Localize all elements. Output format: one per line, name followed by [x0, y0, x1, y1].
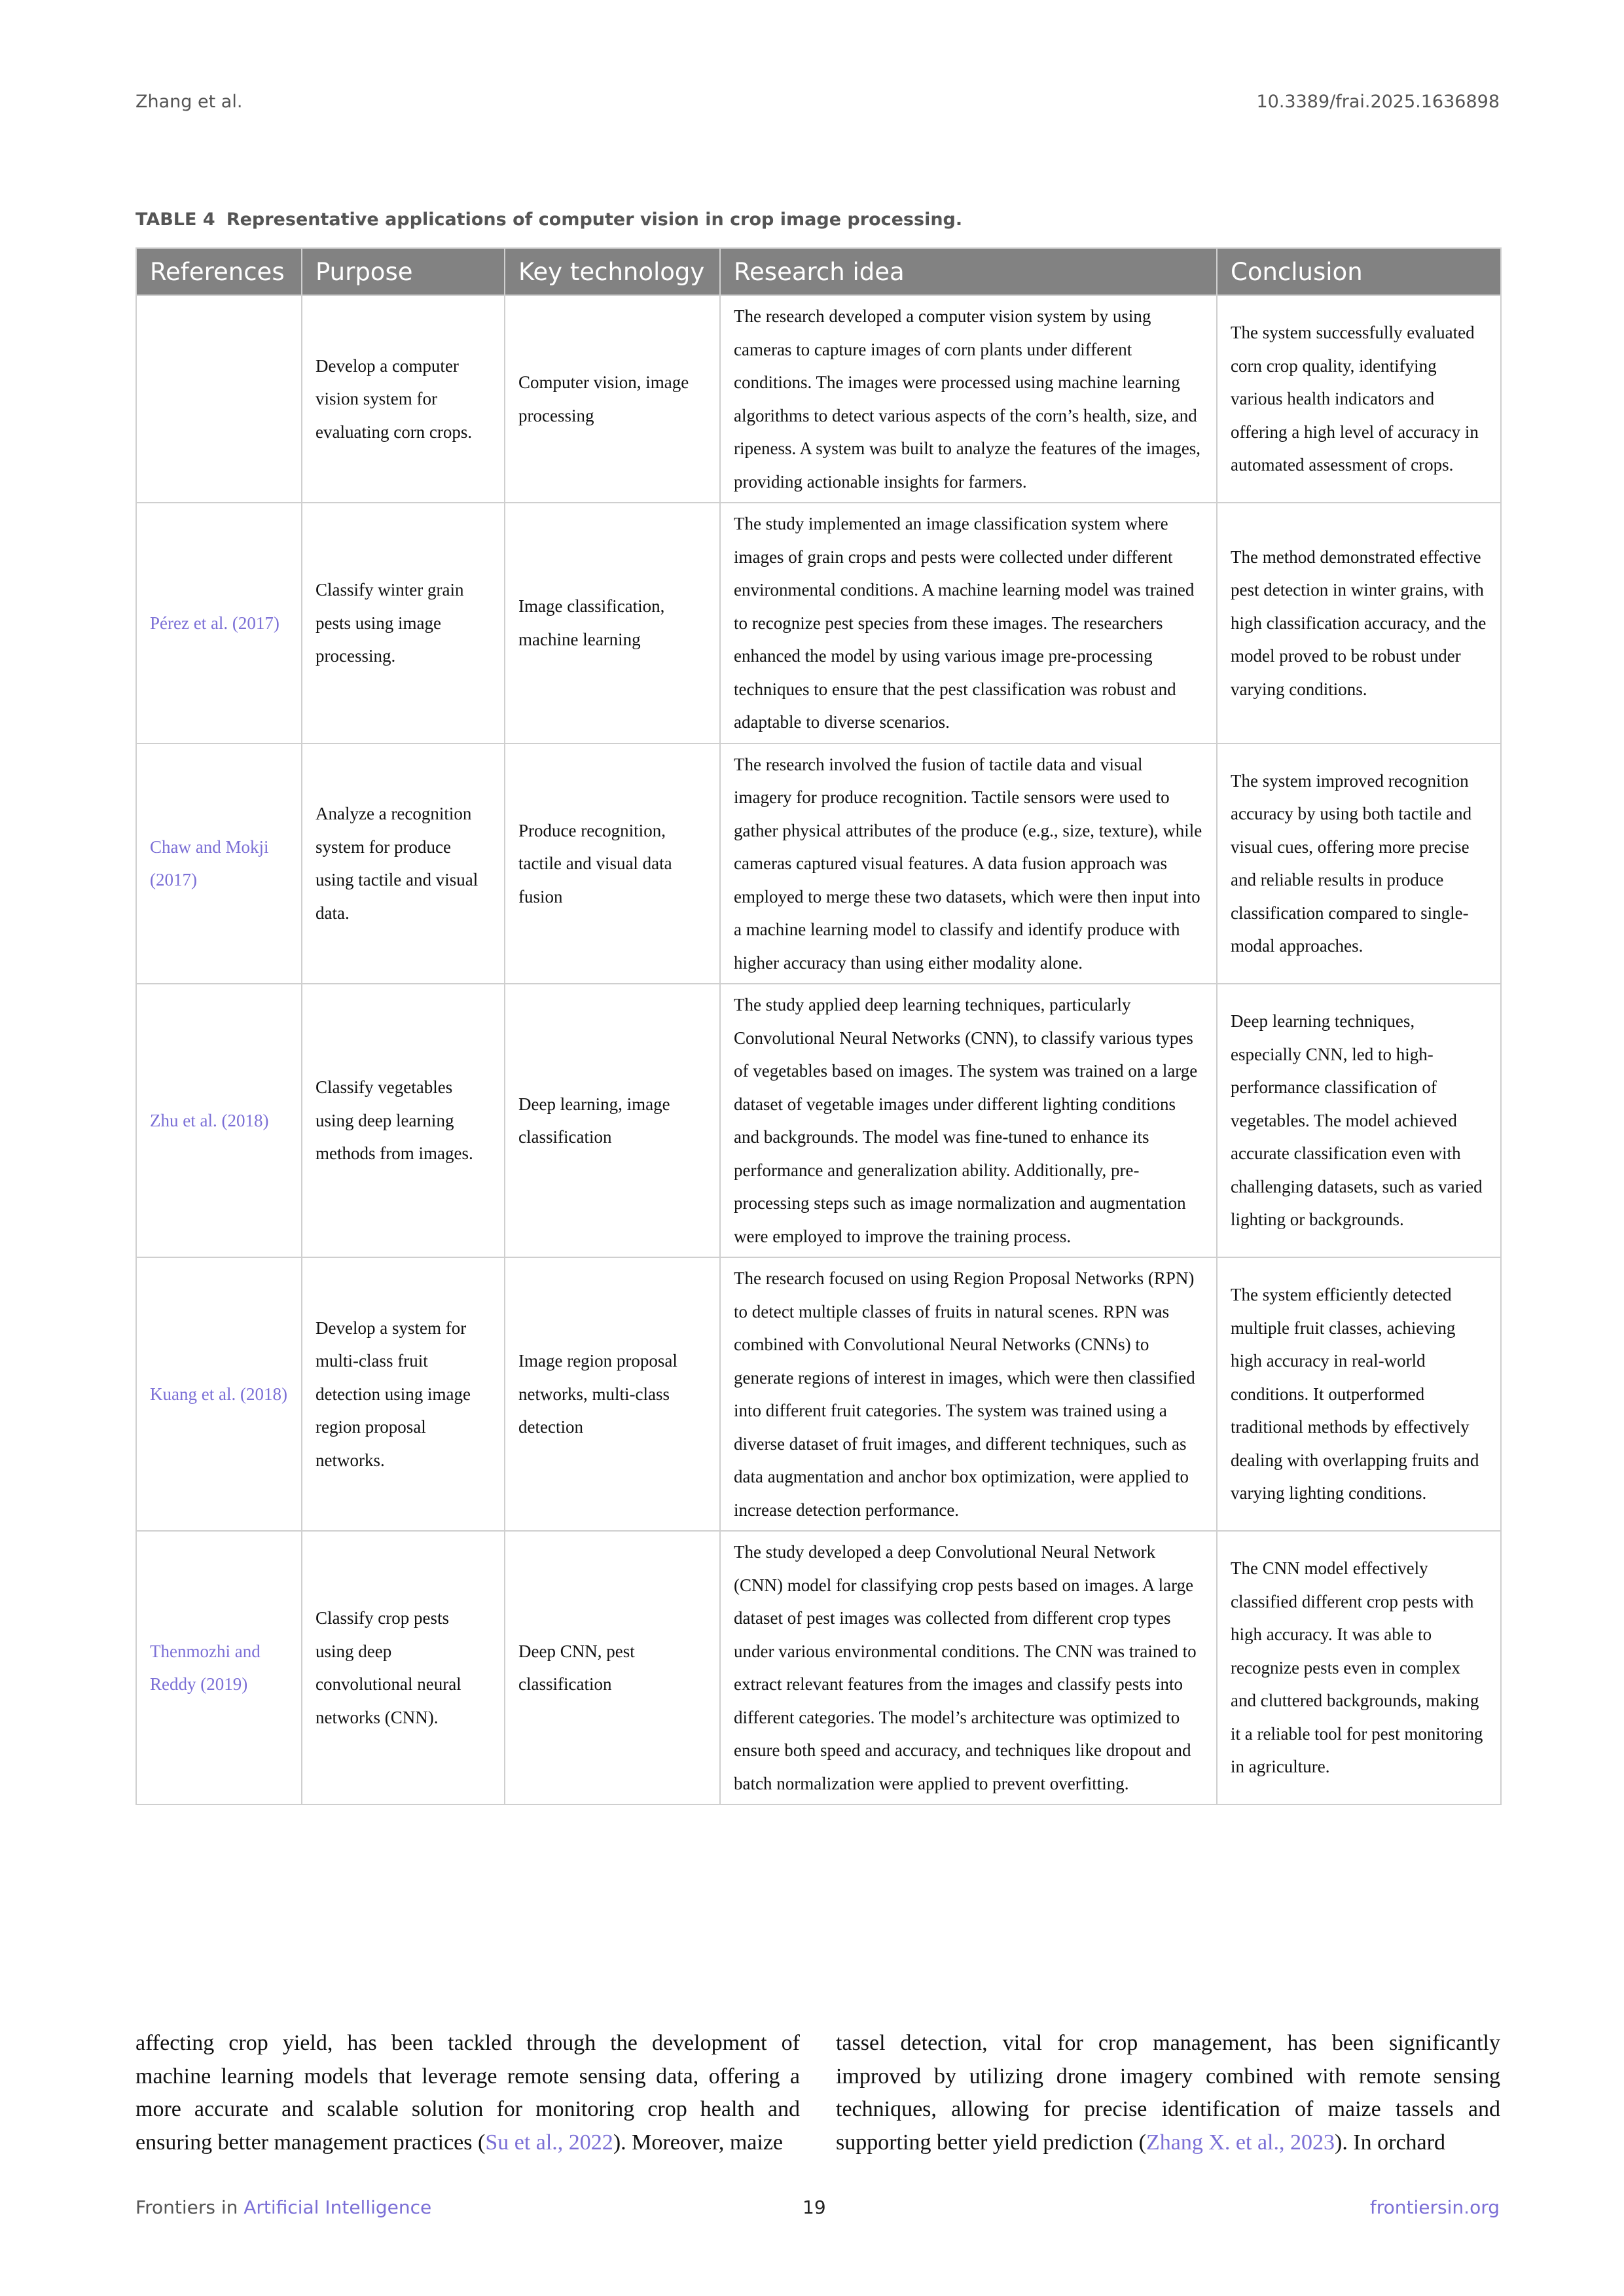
- cell-idea: The study developed a deep Convolutional Neural Network (CNN) model for classifying crop pests based on images. A large dataset of pest images was collected from different crop types under various environmental conditions. The CNN was trained to extract relevant features from the images and classify pests into different categories. The model’s architecture was optimized to ensure both speed and accuracy, and techniques like dropout and batch normalization were applied to prevent overfitting.: [720, 1531, 1217, 1804]
- column-header-conclusion: Conclusion: [1217, 248, 1501, 295]
- data-table: [135, 247, 1502, 1805]
- cell-conclusion: The system improved recognition accuracy by using both tactile and visual cues, offering more precise and reliable results in produce classification compared to single-modal approaches.: [1217, 744, 1501, 984]
- table-row: [136, 1531, 1501, 1804]
- cell-conclusion: Deep learning techniques, especially CNN, led to high-performance classification of vegetables. The model achieved accurate classification even with challenging datasets, such as varied lighting or backgrounds.: [1217, 984, 1501, 1257]
- cell-technology: Image classification, machine learning: [505, 503, 720, 744]
- cell-technology: Produce recognition, tactile and visual data fusion: [505, 744, 720, 984]
- footer-journal-prefix: Frontiers in: [135, 2197, 244, 2218]
- running-author: Zhang et al.: [135, 92, 243, 112]
- cell-conclusion: The system efficiently detected multiple fruit classes, achieving high accuracy in real-world conditions. It outperformed traditional methods by effectively dealing with overlapping fruits and varying lighting conditions.: [1217, 1257, 1501, 1531]
- body-column-right: [836, 2027, 1500, 2159]
- citation-link[interactable]: Su et al., 2022: [485, 2130, 613, 2155]
- cell-idea: The study implemented an image classification system where images of grain crops and pests were collected under different environmental conditions. A machine learning model was trained to recognize pest species from these images. The researchers enhanced the model by using various image pre-processing techniques to ensure that the pest classification was robust and adaptable to diverse scenarios.: [720, 503, 1217, 744]
- cell-reference[interactable]: Chaw and Mokji (2017): [136, 744, 302, 984]
- table-caption-text: Representative applications of computer vision in crop image processing.: [226, 209, 963, 230]
- cell-technology: Image region proposal networks, multi-class detection: [505, 1257, 720, 1531]
- column-header-technology: Key technology: [505, 248, 720, 295]
- cell-purpose: Classify crop pests using deep convolutional neural networks (CNN).: [302, 1531, 505, 1804]
- cell-purpose: Classify winter grain pests using image processing.: [302, 503, 505, 744]
- cell-purpose: Develop a system for multi-class fruit detection using image region proposal networks.: [302, 1257, 505, 1531]
- body-text: ). In orchard: [1335, 2130, 1445, 2155]
- cell-reference[interactable]: [136, 295, 302, 503]
- cell-reference[interactable]: Zhu et al. (2018): [136, 984, 302, 1257]
- table-row: [136, 1257, 1501, 1531]
- site-link[interactable]: frontiersin.org: [1369, 2197, 1500, 2218]
- table-row: [136, 503, 1501, 744]
- cell-technology: Computer vision, image processing: [505, 295, 720, 503]
- body-text: tassel detection, vital for crop management, has been significantly improved by utilizing drone imagery combined with remote sensing techniques, allowing for precise identification of maize tassels and supporting better yield prediction (: [836, 2031, 1500, 2155]
- cell-reference[interactable]: Pérez et al. (2017): [136, 503, 302, 744]
- table-header-row: [136, 248, 1501, 295]
- cell-conclusion: The method demonstrated effective pest detection in winter grains, with high classification accuracy, and the model proved to be robust under varying conditions.: [1217, 503, 1501, 744]
- journal-name-link[interactable]: Artificial Intelligence: [244, 2197, 432, 2218]
- table-row: [136, 984, 1501, 1257]
- cell-idea: The research focused on using Region Proposal Networks (RPN) to detect multiple classes of fruits in natural scenes. RPN was combined with Convolutional Neural Networks (CNNs) to generate regions of interest in images, which were then classified into different fruit categories. The system was trained using a diverse dataset of fruit images, and different techniques, such as data augmentation and anchor box optimization, were applied to increase detection performance.: [720, 1257, 1217, 1531]
- cell-purpose: Classify vegetables using deep learning methods from images.: [302, 984, 505, 1257]
- cell-reference[interactable]: Kuang et al. (2018): [136, 1257, 302, 1531]
- table-row: [136, 295, 1501, 503]
- table-caption: [135, 209, 962, 230]
- column-header-purpose: Purpose: [302, 248, 505, 295]
- table-row: [136, 744, 1501, 984]
- footer-journal: [135, 2197, 431, 2218]
- cell-conclusion: The system successfully evaluated corn crop quality, identifying various health indicators and offering a high level of accuracy in automated assessment of crops.: [1217, 295, 1501, 503]
- column-header-references: References: [136, 248, 302, 295]
- body-text: ). Moreover, maize: [613, 2130, 783, 2155]
- cell-idea: The research developed a computer vision system by using cameras to capture images of corn plants under different conditions. The images were processed using machine learning algorithms to detect various aspects of the corn’s health, size, and ripeness. A system was built to analyze the features of the images, providing actionable insights for farmers.: [720, 295, 1217, 503]
- body-text: affecting crop yield, has been tackled through the development of machine learning models that leverage remote sensing data, offering a more accurate and scalable solution for monitoring crop health and ensuring better management practices (: [135, 2031, 800, 2155]
- page-number: 19: [803, 2197, 826, 2218]
- body-column-left: [135, 2027, 800, 2159]
- cell-idea: The study applied deep learning techniques, particularly Convolutional Neural Networks (CNN), to classify various types of vegetables based on images. The system was trained on a large dataset of vegetable images under different lighting conditions and backgrounds. The model was fine-tuned to enhance its performance and generalization ability. Additionally, pre-processing steps such as image normalization and augmentation were employed to improve the training process.: [720, 984, 1217, 1257]
- cell-conclusion: The CNN model effectively classified different crop pests with high accuracy. It was able to recognize pests even in complex and cluttered backgrounds, making it a reliable tool for pest monitoring in agriculture.: [1217, 1531, 1501, 1804]
- table-caption-label: TABLE 4: [135, 209, 215, 230]
- cell-purpose: Develop a computer vision system for evaluating corn crops.: [302, 295, 505, 503]
- cell-purpose: Analyze a recognition system for produce using tactile and visual data.: [302, 744, 505, 984]
- cell-technology: Deep CNN, pest classification: [505, 1531, 720, 1804]
- citation-link[interactable]: Zhang X. et al., 2023: [1146, 2130, 1335, 2155]
- cell-reference[interactable]: Thenmozhi and Reddy (2019): [136, 1531, 302, 1804]
- doi[interactable]: 10.3389/frai.2025.1636898: [1256, 92, 1500, 112]
- cell-technology: Deep learning, image classification: [505, 984, 720, 1257]
- column-header-idea: Research idea: [720, 248, 1217, 295]
- cell-idea: The research involved the fusion of tactile data and visual imagery for produce recognition. Tactile sensors were used to gather physical attributes of the produce (e.g., size, texture), while cameras captured visual features. A data fusion approach was employed to merge these two datasets, which were then input into a machine learning model to classify and identify produce with higher accuracy than using either modality alone.: [720, 744, 1217, 984]
